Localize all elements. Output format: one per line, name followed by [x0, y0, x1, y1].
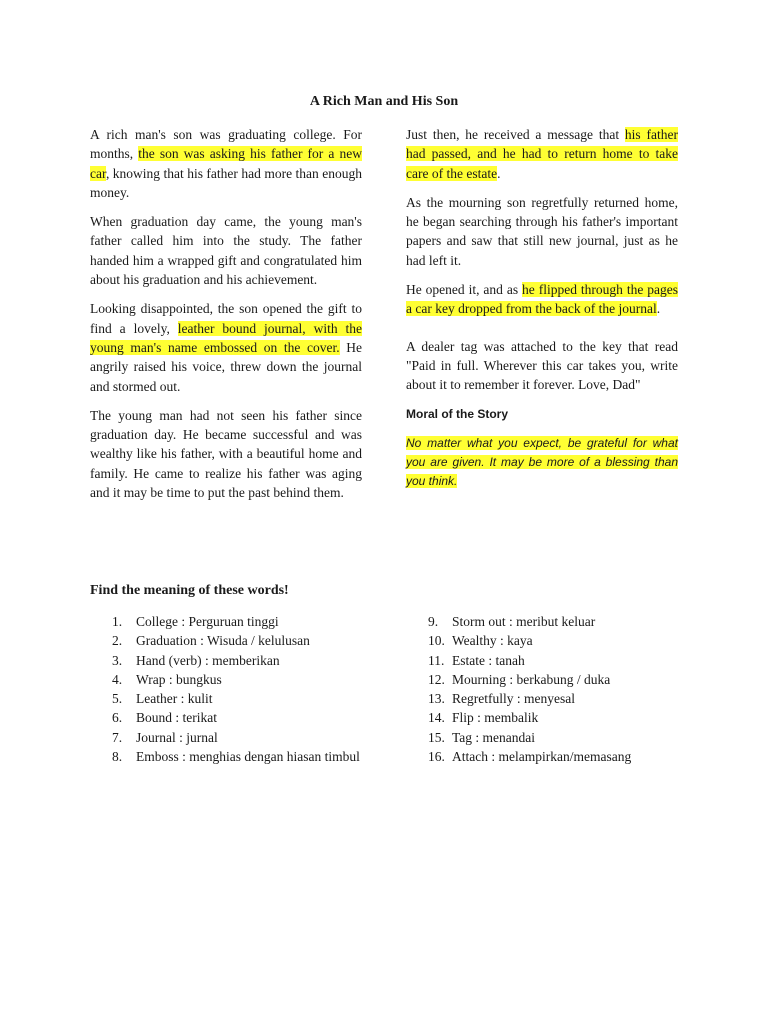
vocab-item	[112, 728, 362, 747]
vocab-number: 13.	[428, 691, 445, 707]
vocab-definition: Leather : kulit	[136, 691, 213, 707]
vocab-item	[428, 670, 678, 689]
paragraph-text: The young man had not seen his father since graduation day. He became successful and was wealthy like his father, with a beautiful home and family. He came to realize his father was aging and it may be time to put the past behind them.	[90, 407, 362, 501]
vocab-item	[112, 612, 362, 631]
highlighted-text: he flipped through the pages a car key dropped from the back of the journal	[406, 282, 678, 317]
story-paragraph	[90, 406, 362, 502]
vocab-number: 6.	[112, 710, 123, 726]
vocab-item	[428, 747, 678, 766]
story-paragraph	[406, 337, 678, 395]
vocab-definition: Flip : membalik	[452, 710, 539, 726]
moral-highlight: No matter what you expect, be grateful for what you are given. It may be more of a blessing than you think.	[406, 435, 678, 488]
moral-text	[406, 434, 678, 491]
paragraph-text: A dealer tag was attached to the key that read "Paid in full. Wherever this car takes you, write about it to remember it forever. Love, Dad"	[406, 338, 678, 393]
vocab-item	[428, 651, 678, 670]
paragraph-text: When graduation day came, the young man's father called him into the study. The father handed him a wrapped gift and congratulated him about his graduation and his achievement.	[90, 214, 362, 288]
vocab-heading: Find the meaning of these words!	[90, 583, 289, 598]
vocab-definition: Attach : melampirkan/memasang	[452, 749, 632, 765]
story-paragraph	[90, 212, 362, 289]
vocab-definition: Emboss : menghias dengan hiasan timbul	[136, 749, 360, 765]
vocab-number: 10.	[428, 633, 445, 649]
vocab-item	[112, 651, 362, 670]
story-paragraph	[406, 193, 678, 270]
story-paragraph	[406, 125, 678, 183]
vocab-definition: Tag : menandai	[452, 729, 536, 745]
vocab-definition: Bound : terikat	[136, 710, 217, 726]
vocab-item	[428, 728, 678, 747]
vocab-number: 16.	[428, 749, 445, 765]
paragraph-text: A rich man's son was graduating college. For months,	[90, 127, 362, 162]
vocab-item	[428, 612, 678, 631]
paragraph-text: As the mourning son regretfully returned home, he began searching through his father's important papers and saw that still new journal, just as he had left it.	[406, 194, 678, 268]
left-column	[90, 125, 362, 512]
paragraph-text: He opened it, and as	[406, 282, 523, 298]
vocab-number: 11.	[428, 652, 445, 668]
paragraph-text: Just then, he received a message that	[406, 127, 625, 142]
vocab-number: 8.	[112, 749, 123, 765]
vocab-definition: Regretfully : menyesal	[452, 691, 575, 707]
paragraph-text: .	[656, 301, 661, 317]
vocab-number: 2.	[112, 633, 123, 649]
paragraph-text: , knowing that his father had more than enough money.	[90, 165, 362, 200]
vocab-number: 4.	[112, 671, 123, 687]
vocab-list-right	[428, 612, 678, 766]
story-paragraph	[406, 280, 678, 319]
story-paragraph	[90, 299, 362, 395]
highlighted-text: leather bound journal, with the young man's name embossed on the cover.	[90, 320, 362, 355]
vocab-item	[112, 689, 362, 708]
vocab-list-left	[112, 612, 362, 766]
paragraph-text: Looking disappointed, the son opened the gift to find a lovely,	[90, 301, 362, 336]
vocab-number: 1.	[112, 614, 123, 629]
vocab-item	[112, 670, 362, 689]
story-paragraph	[90, 125, 362, 202]
vocab-definition: College : Perguruan tinggi	[136, 614, 279, 629]
vocab-definition: Journal : jurnal	[136, 729, 218, 745]
vocab-item	[428, 689, 678, 708]
vocab-number: 15.	[428, 729, 445, 745]
vocab-number: 14.	[428, 710, 445, 726]
vocab-item	[428, 631, 678, 650]
vocab-definition: Estate : tanah	[452, 652, 525, 668]
vocab-definition: Storm out : meribut keluar	[452, 614, 596, 629]
vocab-item	[112, 708, 362, 727]
paragraph-text: He angrily raised his voice, threw down the journal and stormed out.	[90, 339, 362, 394]
vocab-number: 7.	[112, 729, 123, 745]
highlighted-text: the son was asking his father for a new car	[90, 146, 362, 181]
vocab-number: 9.	[428, 614, 439, 629]
moral-heading: Moral of the Story	[406, 406, 509, 421]
vocab-number: 12.	[428, 671, 445, 687]
vocab-definition: Mourning : berkabung / duka	[452, 671, 611, 687]
vocab-item	[428, 708, 678, 727]
vocab-item	[112, 631, 362, 650]
paragraph-text: .	[497, 165, 501, 181]
vocab-definition: Wealthy : kaya	[452, 633, 533, 649]
vocab-definition: Hand (verb) : memberikan	[136, 652, 280, 668]
right-column	[406, 125, 678, 491]
vocab-number: 3.	[112, 652, 123, 668]
vocab-item	[112, 747, 362, 766]
highlighted-text: his father had passed, and he had to return home to take care of the estate	[406, 127, 678, 181]
story-title: A Rich Man and His Son	[309, 94, 459, 109]
vocab-definition: Wrap : bungkus	[136, 671, 222, 687]
vocab-number: 5.	[112, 691, 123, 707]
vocab-definition: Graduation : Wisuda / kelulusan	[136, 633, 310, 649]
